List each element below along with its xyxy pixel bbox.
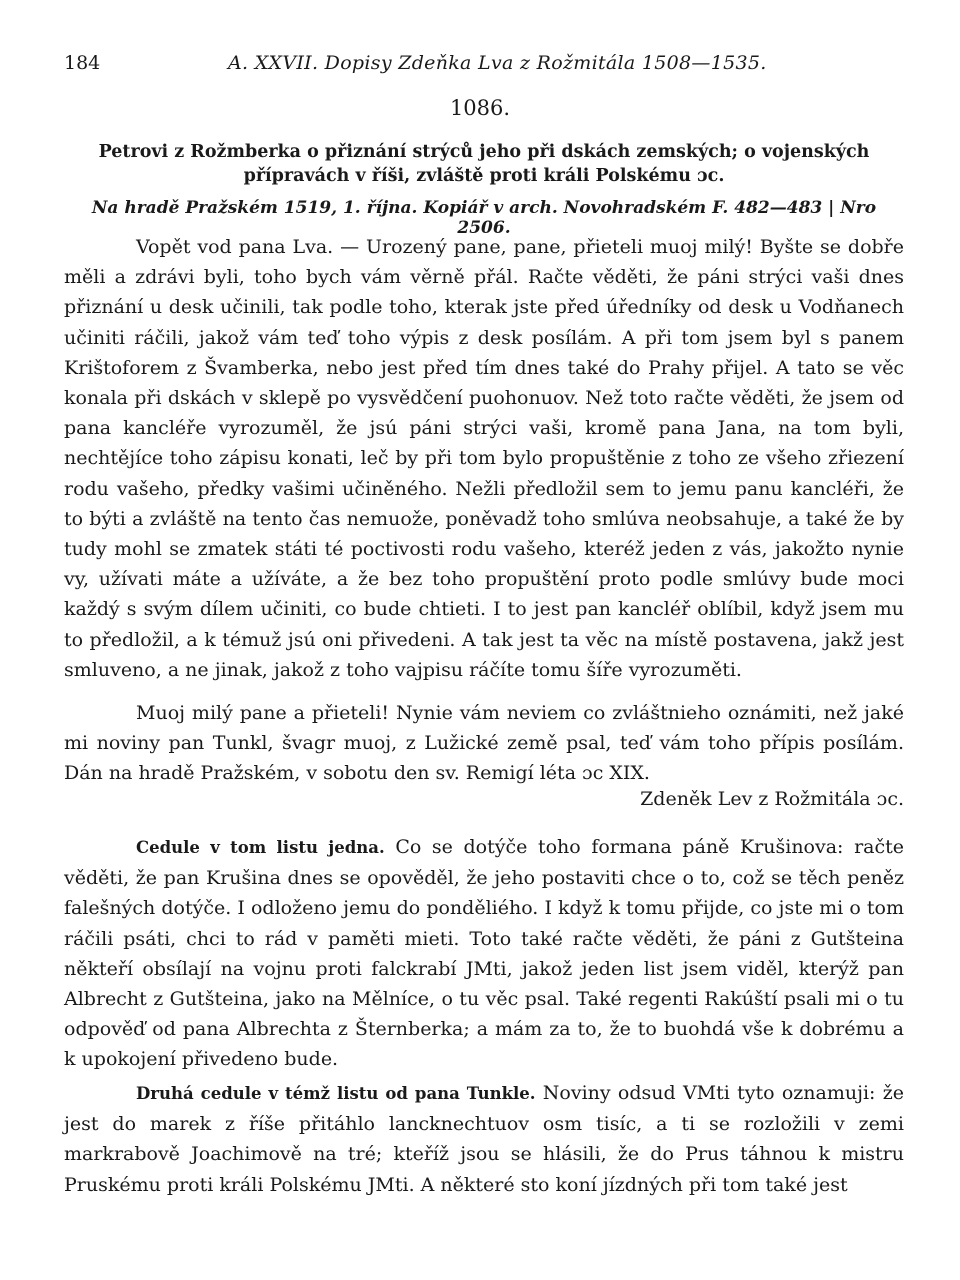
schedule-label-1: Cedule v tom listu jedna.	[136, 838, 385, 857]
document-number: 1086.	[449, 96, 511, 120]
running-head	[64, 52, 904, 82]
page-number: 184	[64, 52, 101, 74]
schedule-paragraph-2	[64, 1078, 904, 1200]
signature-line: Zdeněk Lev z Rožmitála ɔc.	[640, 788, 904, 810]
running-head-title: A. XXVII. Dopisy Zdeňka Lva z Rožmitála 1508—1535.	[228, 52, 767, 74]
schedule-paragraph-1	[64, 832, 904, 1075]
letter-paragraph-2: Muoj milý pane a přieteli! Nynie vám neviem co zvláštnieho oznámiti, než jaké mi noviny pan Tunkl, švagr muoj, z Lužické země psal, teď vám toho přípis posílám. Dán na hradě Pražském, v sobotu den sv. Remigí léta ɔc XIX.	[64, 702, 904, 785]
schedule-text-2: Noviny odsud VMti tyto oznamuji: že jest do marek z říše přitáhlo lancknechtuov osm tisíc, a ti se rozložili v zemi markrabově Joachimově na tré; kteříž jsou se hlásili, že do Prus táhnou k mistru Pruskému proti králi Polskému JMti. A některé sto koní jízdných při tom také jest	[64, 1082, 904, 1196]
document-source: Na hradě Pražském 1519, 1. října. Kopiář v arch. Novohradském F. 482—483 | Nro 2506.	[91, 198, 877, 238]
document-summary: Petrovi z Rožmberka o přiznání strýců jeho při dskách zemských; o vojenských přípravách v říši, zvláště proti králi Polskému ɔc.	[98, 142, 870, 186]
schedule-text-1: Co se dotýče toho formana páně Krušinova: račte věděti, že pan Krušina dnes se opověděl, že jeho postaviti chce o to, což se těch peněz falešných dotýče. I odloženo jemu do ponděliého. I když k tomu přijde, co jste mi o tom ráčili psáti, chci to rád v paměti mieti. Toto také račte věděti, že páni z Gutšteina někteří obsílají na vojnu proti falckrabí JMti, jakož jeden list jsem viděl, kterýž pan Albrecht z Gutšteina, jako na Mělníce, o tu věc psal. Také regenti Rakúští psali mi o tu odpověď od pana Albrechta z Šternberka; a mám za to, že to buohdá vše k dobrému a k upokojení přivedeno bude.	[64, 836, 904, 1071]
letter-paragraph-1: Vopět vod pana Lva. — Urozený pane, pane, přieteli muoj milý! Byšte se dobře měli a zdrávi byli, toho bych vám věrně přál. Račte věděti, že páni strýci vaši dnes přiznání u desk učinili, tak podle toho, kterak jste před úředníky od desk u Vodňanech učiniti ráčili, jakož vám teď toho výpis z desk posílám. A při tom jsem byl s panem Krištoforem z Švamberka, nebo jest před tím dnes také do Prahy přijel. A tato se věc konala při dskách v sklepě po vysvědčení puohonuov. Než toto račte věděti, že jsem od pana kancléře vyrozuměl, že jsú páni strýci vaši, kromě pana Jana, na tom byli, nechtějíce toho zápisu konati, leč by při tom bylo propuštěnie z toho ze všeho zřiezení rodu vašeho, předky vašimi učiněného. Nežli předložil sem to jemu panu kancléři, že to býti a zvláště na tento čas nemuože, poněvadž toho smlúva neobsahuje, a také že by tudy mohl se zmatek státi té poctivosti rodu vašeho, kteréž jeden z vás, jakožto nynie vy, užívati máte a užíváte, a že bez toho propuštění proto podle smlúvy bude moci každý s svým dílem učiniti, co bude chtieti. I to jest pan kancléř oblíbil, když jsem mu to předložil, a k témuž jsú oni přivedeni. A tak jest ta věc na místě postavena, jakž jest smluveno, a ne jinak, jakož z toho vajpisu ráčíte tomu šíře vyrozuměti.	[64, 236, 904, 681]
schedule-label-2: Druhá cedule v témž listu od pana Tunkle.	[136, 1084, 536, 1103]
